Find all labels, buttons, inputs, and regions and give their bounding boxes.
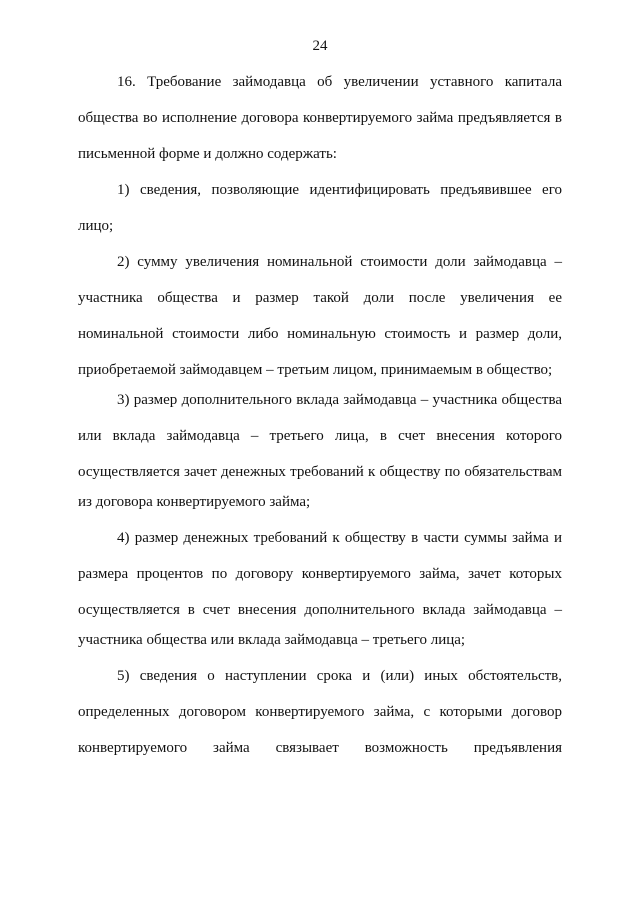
text-line: лицо; <box>78 218 114 234</box>
text-line: определенных договором конвертируемого займа, с которыми договор <box>78 704 562 720</box>
text-line: осуществляется зачет денежных требований к обществу по обязательствам <box>78 464 562 480</box>
text-line: осуществляется в счет внесения дополнительного вклада займодавца – <box>78 602 562 618</box>
text-line: письменной форме и должно содержать: <box>78 146 337 162</box>
text-line: 3) размер дополнительного вклада займодавца – участника общества <box>117 392 562 408</box>
text-line: из договора конвертируемого займа; <box>78 494 311 510</box>
text-line: участника общества и размер такой доли после увеличения ее <box>78 290 562 306</box>
text-line: 4) размер денежных требований к обществу в части суммы займа и <box>117 530 562 546</box>
text-line: 2) сумму увеличения номинальной стоимости доли займодавца – <box>117 254 562 270</box>
text-line: приобретаемой займодавцем – третьим лицом, принимаемым в общество; <box>78 362 553 378</box>
text-line: конвертируемого займа связывает возможность предъявления <box>78 740 562 756</box>
page-number: 24 <box>312 38 328 54</box>
text-line: размера процентов по договору конвертируемого займа, зачет которых <box>78 566 562 582</box>
text-line: или вклада займодавца – третьего лица, в счет внесения которого <box>78 428 562 444</box>
text-line: 5) сведения о наступлении срока и (или) иных обстоятельств, <box>117 668 562 684</box>
text-line: номинальной стоимости либо номинальную стоимость и размер доли, <box>78 326 562 342</box>
text-line: 16. Требование займодавца об увеличении уставного капитала <box>117 74 562 90</box>
text-line: 1) сведения, позволяющие идентифицировать предъявившее его <box>117 182 562 198</box>
text-line: общества во исполнение договора конвертируемого займа предъявляется в <box>78 110 562 126</box>
text-line: участника общества или вклада займодавца – третьего лица; <box>78 632 466 648</box>
